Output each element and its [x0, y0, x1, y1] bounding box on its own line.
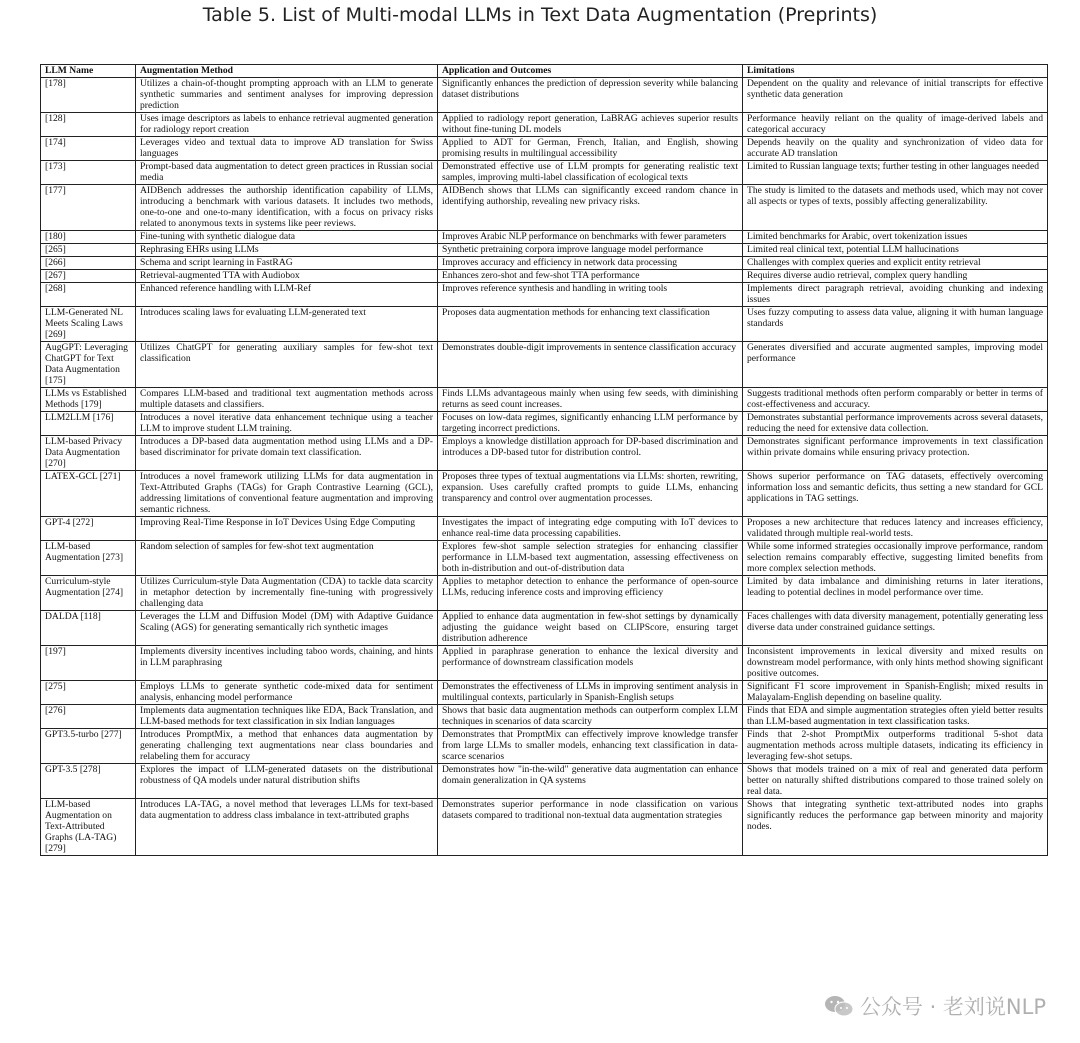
- cell-augmentation-method: Implements diversity incentives including taboo words, chaining, and hints in LLM paraphrasing: [136, 646, 438, 681]
- cell-llm-name: [268]: [41, 283, 136, 307]
- cell-application-outcomes: Demonstrated effective use of LLM prompts for generating realistic text samples, improving multi-label classification of ecological texts: [438, 161, 743, 185]
- cell-application-outcomes: Demonstrates double-digit improvements in sentence classification accuracy: [438, 342, 743, 388]
- cell-limitations: Shows superior performance on TAG datasets, effectively overcoming information loss and semantic deficits, thus setting a new standard for GCL applications in TAG settings.: [743, 471, 1048, 517]
- cell-application-outcomes: AIDBench shows that LLMs can significantly exceed random chance in identifying authorship, revealing new privacy risks.: [438, 185, 743, 231]
- cell-limitations: Depends heavily on the quality and synchronization of video data for accurate AD translation: [743, 137, 1048, 161]
- cell-limitations: Faces challenges with data diversity management, potentially generating less diverse data under constrained guidance settings.: [743, 611, 1048, 646]
- cell-application-outcomes: Applies to metaphor detection to enhance the performance of open-source LLMs, reducing inference costs and improving efficiency: [438, 576, 743, 611]
- cell-llm-name: GPT-4 [272]: [41, 517, 136, 541]
- cell-llm-name: LLM-based Augmentation on Text-Attributed Graphs (LA-TAG) [279]: [41, 799, 136, 856]
- cell-limitations: Finds that EDA and simple augmentation strategies often yield better results than LLM-based augmentation in text classification tasks.: [743, 705, 1048, 729]
- table-row: [41, 257, 1048, 270]
- cell-limitations: Limited by data imbalance and diminishing returns in later iterations, leading to potential declines in model performance over time.: [743, 576, 1048, 611]
- header-application-outcomes: Application and Outcomes: [438, 65, 743, 78]
- table-row: [41, 705, 1048, 729]
- cell-application-outcomes: Applied to ADT for German, French, Italian, and English, showing promising results in multilingual accessibility: [438, 137, 743, 161]
- cell-limitations: Limited benchmarks for Arabic, overt tokenization issues: [743, 231, 1048, 244]
- cell-llm-name: LLMs vs Established Methods [179]: [41, 388, 136, 412]
- table-row: [41, 681, 1048, 705]
- cell-llm-name: DALDA [118]: [41, 611, 136, 646]
- cell-application-outcomes: Investigates the impact of integrating edge computing with IoT devices to enhance real-time data processing capabilities.: [438, 517, 743, 541]
- watermark: [824, 991, 1046, 1021]
- cell-augmentation-method: Explores the impact of LLM-generated datasets on the distributional robustness of QA models under natural distribution shifts: [136, 764, 438, 799]
- cell-limitations: Shows that models trained on a mix of real and generated data perform better on naturally shifted distributions compared to those trained solely on real data.: [743, 764, 1048, 799]
- cell-limitations: Performance heavily reliant on the quality of image-derived labels and categorical accuracy: [743, 113, 1048, 137]
- cell-limitations: Demonstrates substantial performance improvements across several datasets, reducing the need for extensive data collection.: [743, 412, 1048, 436]
- cell-application-outcomes: Improves Arabic NLP performance on benchmarks with fewer parameters: [438, 231, 743, 244]
- cell-limitations: Implements direct paragraph retrieval, avoiding chunking and indexing issues: [743, 283, 1048, 307]
- cell-llm-name: [266]: [41, 257, 136, 270]
- cell-limitations: Limited to Russian language texts; further testing in other languages needed: [743, 161, 1048, 185]
- cell-application-outcomes: Finds LLMs advantageous mainly when using few seeds, with diminishing returns as seed count increases.: [438, 388, 743, 412]
- cell-limitations: Shows that integrating synthetic text-attributed nodes into graphs significantly reduces the performance gap between minority and majority nodes.: [743, 799, 1048, 856]
- cell-application-outcomes: Demonstrates the effectiveness of LLMs in improving sentiment analysis in multilingual contexts, particularly in Spanish-English setups: [438, 681, 743, 705]
- cell-application-outcomes: Improves reference synthesis and handling in writing tools: [438, 283, 743, 307]
- cell-application-outcomes: Applied to radiology report generation, LaBRAG achieves superior results without fine-tuning DL models: [438, 113, 743, 137]
- cell-application-outcomes: Employs a knowledge distillation approach for DP-based discrimination and introduces a DP-based tutor for distribution control.: [438, 436, 743, 471]
- llm-table: [40, 64, 1048, 856]
- table-row: [41, 611, 1048, 646]
- table-row: [41, 729, 1048, 764]
- table-row: [41, 185, 1048, 231]
- cell-llm-name: LLM-based Augmentation [273]: [41, 541, 136, 576]
- cell-augmentation-method: Introduces LA-TAG, a novel method that leverages LLMs for text-based data augmentation to address class imbalance in text-attributed graphs: [136, 799, 438, 856]
- table-row: [41, 541, 1048, 576]
- table-row: [41, 436, 1048, 471]
- cell-llm-name: [276]: [41, 705, 136, 729]
- cell-augmentation-method: Introduces a novel framework utilizing LLMs for data augmentation in Text-Attributed Graphs (TAGs) for Graph Contrastive Learning (GCL), addressing limitations of conventional feature augmentation and improving semantic richness.: [136, 471, 438, 517]
- cell-augmentation-method: AIDBench addresses the authorship identification capability of LLMs, introducing a benchmark with various datasets. It includes two methods, one-to-one and one-to-many identification, with a focus on privacy risks related to anonymous texts in systems like peer reviews.: [136, 185, 438, 231]
- cell-augmentation-method: Utilizes a chain-of-thought prompting approach with an LLM to generate synthetic summaries and sentiment analyses for improving depression prediction: [136, 78, 438, 113]
- cell-llm-name: [128]: [41, 113, 136, 137]
- cell-llm-name: [178]: [41, 78, 136, 113]
- cell-limitations: Challenges with complex queries and explicit entity retrieval: [743, 257, 1048, 270]
- table-row: [41, 412, 1048, 436]
- table-caption: Table 5. List of Multi-modal LLMs in Text Data Augmentation (Preprints): [202, 4, 878, 26]
- table-row: [41, 342, 1048, 388]
- cell-llm-name: GPT-3.5 [278]: [41, 764, 136, 799]
- cell-application-outcomes: Explores few-shot sample selection strategies for enhancing classifier performance in LLM-based text augmentation, assessing effectiveness on both in-distribution and out-of-distribution data: [438, 541, 743, 576]
- cell-augmentation-method: Introduces a DP-based data augmentation method using LLMs and a DP-based discriminator for private domain text classification.: [136, 436, 438, 471]
- table-row: [41, 113, 1048, 137]
- cell-llm-name: [275]: [41, 681, 136, 705]
- header-llm-name: LLM Name: [41, 65, 136, 78]
- cell-llm-name: LLM-based Privacy Data Augmentation [270]: [41, 436, 136, 471]
- cell-llm-name: [180]: [41, 231, 136, 244]
- cell-llm-name: LLM-Generated NL Meets Scaling Laws [269]: [41, 307, 136, 342]
- cell-limitations: Limited real clinical text, potential LLM hallucinations: [743, 244, 1048, 257]
- table-row: [41, 576, 1048, 611]
- table-row: [41, 764, 1048, 799]
- cell-application-outcomes: Demonstrates that PromptMix can effectively improve knowledge transfer from large LLMs to smaller models, enhancing text classification in data-scarce scenarios: [438, 729, 743, 764]
- cell-llm-name: [173]: [41, 161, 136, 185]
- cell-augmentation-method: Introduces a novel iterative data enhancement technique using a teacher LLM to improve student LLM training.: [136, 412, 438, 436]
- cell-limitations: While some informed strategies occasionally improve performance, random selection remains comparably effective, suggesting limited benefits from more complex selection methods.: [743, 541, 1048, 576]
- cell-augmentation-method: Enhanced reference handling with LLM-Ref: [136, 283, 438, 307]
- cell-application-outcomes: Enhances zero-shot and few-shot TTA performance: [438, 270, 743, 283]
- cell-limitations: Inconsistent improvements in lexical diversity and mixed results on downstream model performance, with only hints method showing significant positive outcomes.: [743, 646, 1048, 681]
- table-row: [41, 137, 1048, 161]
- cell-limitations: Uses fuzzy computing to assess data value, aligning it with human language standards: [743, 307, 1048, 342]
- table-row: [41, 471, 1048, 517]
- watermark-text: 公众号 · 老刘说NLP: [859, 995, 1046, 1019]
- cell-llm-name: AugGPT: Leveraging ChatGPT for Text Data Augmentation [175]: [41, 342, 136, 388]
- table-header-row: [41, 65, 1048, 78]
- cell-augmentation-method: Leverages video and textual data to improve AD translation for Swiss languages: [136, 137, 438, 161]
- cell-augmentation-method: Uses image descriptors as labels to enhance retrieval augmented generation for radiology report creation: [136, 113, 438, 137]
- cell-augmentation-method: Employs LLMs to generate synthetic code-mixed data for sentiment analysis, enhancing model performance: [136, 681, 438, 705]
- cell-llm-name: [177]: [41, 185, 136, 231]
- table-row: [41, 799, 1048, 856]
- cell-llm-name: [267]: [41, 270, 136, 283]
- cell-augmentation-method: Implements data augmentation techniques like EDA, Back Translation, and LLM-based methods for text classification in six Indian languages: [136, 705, 438, 729]
- cell-application-outcomes: Synthetic pretraining corpora improve language model performance: [438, 244, 743, 257]
- header-limitations: Limitations: [743, 65, 1048, 78]
- cell-application-outcomes: Significantly enhances the prediction of depression severity while balancing dataset distributions: [438, 78, 743, 113]
- cell-application-outcomes: Focuses on low-data regimes, significantly enhancing LLM performance by targeting incorrect predictions.: [438, 412, 743, 436]
- cell-limitations: Dependent on the quality and relevance of initial transcripts for effective synthetic data generation: [743, 78, 1048, 113]
- cell-limitations: Finds that 2-shot PromptMix outperforms traditional 5-shot data augmentation methods across multiple datasets, indicating its efficiency in leveraging few-shot setups.: [743, 729, 1048, 764]
- cell-augmentation-method: Utilizes ChatGPT for generating auxiliary samples for few-shot text classification: [136, 342, 438, 388]
- cell-augmentation-method: Retrieval-augmented TTA with Audiobox: [136, 270, 438, 283]
- cell-augmentation-method: Rephrasing EHRs using LLMs: [136, 244, 438, 257]
- table-row: [41, 517, 1048, 541]
- cell-limitations: Demonstrates significant performance improvements in text classification within private domains while ensuring privacy protection.: [743, 436, 1048, 471]
- cell-augmentation-method: Leverages the LLM and Diffusion Model (DM) with Adaptive Guidance Scaling (AGS) for generating semantically rich synthetic images: [136, 611, 438, 646]
- table-row: [41, 244, 1048, 257]
- table-row: [41, 388, 1048, 412]
- table-row: [41, 646, 1048, 681]
- cell-augmentation-method: Prompt-based data augmentation to detect green practices in Russian social media: [136, 161, 438, 185]
- cell-limitations: The study is limited to the datasets and methods used, which may not cover all aspects or types of texts, possibly affecting generalizability.: [743, 185, 1048, 231]
- table-row: [41, 270, 1048, 283]
- cell-llm-name: LATEX-GCL [271]: [41, 471, 136, 517]
- cell-application-outcomes: Shows that basic data augmentation methods can outperform complex LLM techniques in scenarios of data scarcity: [438, 705, 743, 729]
- cell-limitations: Significant F1 score improvement in Spanish-English; mixed results in Malayalam-English depending on baseline quality.: [743, 681, 1048, 705]
- cell-llm-name: [197]: [41, 646, 136, 681]
- wechat-icon: [824, 994, 854, 1018]
- table-row: [41, 283, 1048, 307]
- header-augmentation-method: Augmentation Method: [136, 65, 438, 78]
- cell-augmentation-method: Introduces PromptMix, a method that enhances data augmentation by generating challenging text augmentations near class boundaries and relabeling them for accuracy: [136, 729, 438, 764]
- cell-application-outcomes: Proposes data augmentation methods for enhancing text classification: [438, 307, 743, 342]
- cell-limitations: Generates diversified and accurate augmented samples, improving model performance: [743, 342, 1048, 388]
- cell-application-outcomes: Proposes three types of textual augmentations via LLMs: shorten, rewriting, expansion. Uses carefully crafted prompts to guide LLMs, enhancing transparency and control over augmentation processes.: [438, 471, 743, 517]
- cell-augmentation-method: Compares LLM-based and traditional text augmentation methods across multiple datasets and classifiers.: [136, 388, 438, 412]
- cell-augmentation-method: Schema and script learning in FastRAG: [136, 257, 438, 270]
- cell-llm-name: GPT3.5-turbo [277]: [41, 729, 136, 764]
- cell-llm-name: Curriculum-style Augmentation [274]: [41, 576, 136, 611]
- cell-application-outcomes: Applied in paraphrase generation to enhance the lexical diversity and performance of downstream classification models: [438, 646, 743, 681]
- table-row: [41, 78, 1048, 113]
- cell-application-outcomes: Demonstrates superior performance in node classification on various datasets compared to traditional non-textual data augmentation strategies: [438, 799, 743, 856]
- cell-limitations: Proposes a new architecture that reduces latency and increases efficiency, validated through multiple real-world tests.: [743, 517, 1048, 541]
- cell-application-outcomes: Applied to enhance data augmentation in few-shot settings by dynamically adjusting the guidance weight based on CLIPScore, ensuring target distribution adherence: [438, 611, 743, 646]
- cell-augmentation-method: Introduces scaling laws for evaluating LLM-generated text: [136, 307, 438, 342]
- cell-augmentation-method: Random selection of samples for few-shot text augmentation: [136, 541, 438, 576]
- table-row: [41, 231, 1048, 244]
- cell-application-outcomes: Demonstrates how "in-the-wild" generative data augmentation can enhance domain generalization in QA systems: [438, 764, 743, 799]
- cell-application-outcomes: Improves accuracy and efficiency in network data processing: [438, 257, 743, 270]
- cell-llm-name: LLM2LLM [176]: [41, 412, 136, 436]
- cell-llm-name: [174]: [41, 137, 136, 161]
- table-row: [41, 307, 1048, 342]
- cell-llm-name: [265]: [41, 244, 136, 257]
- cell-limitations: Requires diverse audio retrieval, complex query handling: [743, 270, 1048, 283]
- cell-augmentation-method: Utilizes Curriculum-style Data Augmentation (CDA) to tackle data scarcity in metaphor detection by incrementally fine-tuning with progressively challenging data: [136, 576, 438, 611]
- cell-augmentation-method: Improving Real-Time Response in IoT Devices Using Edge Computing: [136, 517, 438, 541]
- cell-augmentation-method: Fine-tuning with synthetic dialogue data: [136, 231, 438, 244]
- cell-limitations: Suggests traditional methods often perform comparably or better in terms of cost-effectiveness and accuracy.: [743, 388, 1048, 412]
- table-row: [41, 161, 1048, 185]
